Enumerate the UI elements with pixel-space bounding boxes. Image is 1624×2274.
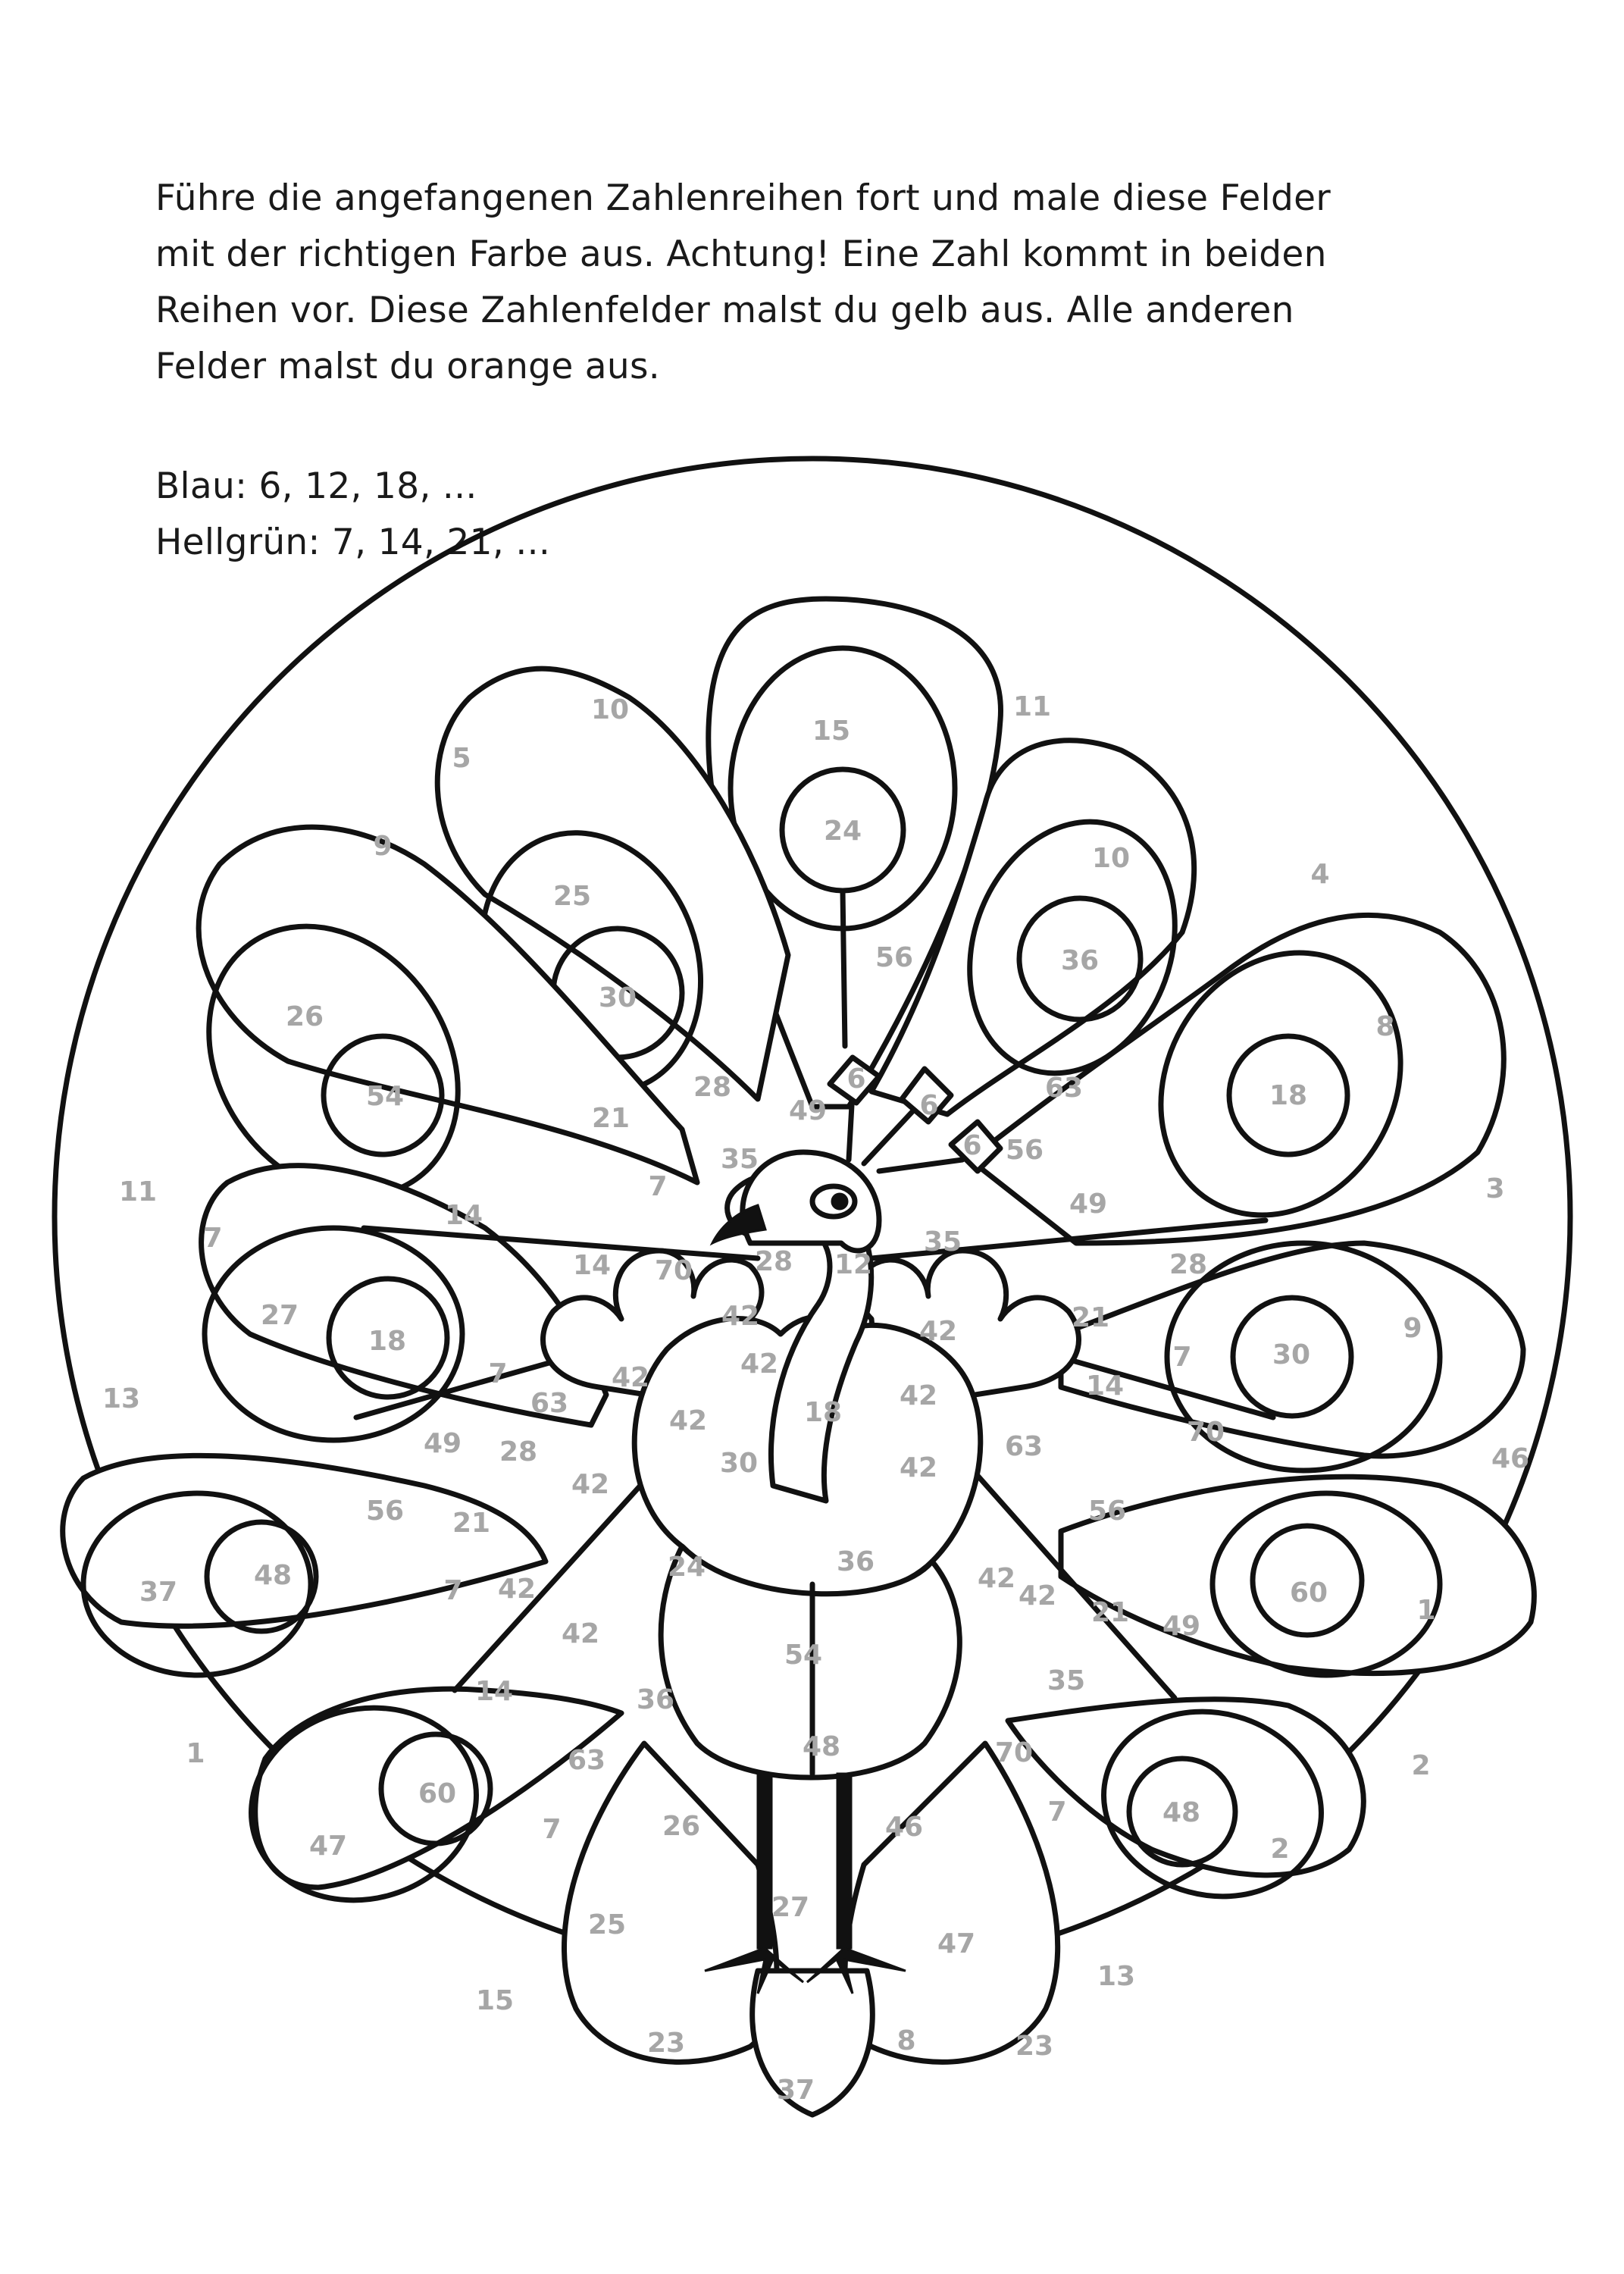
field-number: 36	[1060, 945, 1100, 976]
field-number: 7	[1047, 1796, 1067, 1828]
field-number: 48	[253, 1560, 293, 1591]
leg	[837, 1774, 851, 1948]
field-number: 26	[285, 1001, 324, 1032]
field-number: 60	[418, 1778, 457, 1809]
field-number: 42	[668, 1405, 708, 1436]
feather-shape	[1061, 1477, 1534, 1673]
field-number: 21	[1071, 1302, 1110, 1333]
instructions-line: Felder malst du orange aus.	[155, 346, 660, 387]
field-number: 35	[1047, 1665, 1086, 1696]
field-number: 11	[1012, 691, 1052, 722]
field-number: 49	[1162, 1611, 1201, 1642]
field-number: 63	[1044, 1073, 1084, 1104]
field-number: 36	[836, 1546, 875, 1577]
field-number: 42	[977, 1563, 1016, 1594]
feather-stem	[843, 891, 845, 1046]
field-number: 3	[1485, 1173, 1505, 1204]
field-number: 60	[1289, 1577, 1328, 1608]
field-number: 14	[572, 1250, 612, 1281]
field-number: 6	[919, 1090, 939, 1121]
rule-lightgreen: Hellgrün: 7, 14, 21, ...	[155, 522, 551, 563]
field-number: 26	[662, 1811, 701, 1842]
field-number: 35	[720, 1144, 759, 1175]
field-number: 47	[937, 1928, 976, 1959]
field-number: 37	[776, 2075, 815, 2106]
instructions-line: Reihen vor. Diese Zahlenfelder malst du gelb aus. Alle anderen	[155, 290, 1294, 331]
field-number: 49	[423, 1428, 462, 1459]
tail-lobe	[564, 1743, 777, 2062]
field-number: 27	[771, 1892, 810, 1923]
field-number: 63	[530, 1388, 569, 1419]
field-number: 70	[654, 1255, 693, 1286]
field-number: 21	[452, 1508, 491, 1539]
field-number: 37	[139, 1577, 178, 1608]
field-number: 14	[1085, 1370, 1125, 1402]
field-number: 42	[918, 1316, 958, 1347]
field-number: 42	[899, 1380, 938, 1411]
field-number: 48	[802, 1731, 841, 1762]
field-number: 56	[875, 942, 914, 973]
field-number: 23	[646, 2028, 686, 2059]
field-number: 10	[590, 694, 630, 725]
field-number: 28	[499, 1436, 538, 1467]
leg	[758, 1774, 771, 1948]
pupil	[832, 1194, 847, 1209]
field-number: 30	[598, 982, 637, 1013]
field-number: 6	[962, 1130, 982, 1161]
field-number: 15	[475, 1985, 515, 2016]
field-number: 7	[648, 1171, 668, 1202]
field-number: 30	[719, 1448, 759, 1479]
field-number: 56	[1005, 1135, 1044, 1166]
field-number: 28	[1169, 1249, 1208, 1280]
field-number: 48	[1162, 1797, 1201, 1828]
instructions-line: mit der richtigen Farbe aus. Achtung! Eine Zahl kommt in beiden	[155, 233, 1327, 275]
field-number: 6	[846, 1063, 866, 1095]
field-number: 9	[1403, 1313, 1422, 1344]
field-number: 23	[1015, 2031, 1054, 2062]
field-number: 15	[812, 716, 851, 747]
feather-shape	[202, 1166, 606, 1425]
field-number: 42	[721, 1301, 760, 1332]
field-number: 42	[561, 1618, 600, 1649]
field-number: 11	[118, 1176, 158, 1207]
field-number: 28	[754, 1246, 793, 1277]
field-number: 54	[784, 1640, 823, 1671]
field-number: 4	[1310, 859, 1330, 890]
field-number: 49	[788, 1095, 828, 1126]
crest-stem	[879, 1160, 962, 1171]
field-number: 70	[1186, 1417, 1225, 1448]
field-number: 12	[834, 1249, 873, 1280]
field-number: 30	[1272, 1339, 1311, 1370]
field-number: 7	[488, 1358, 508, 1389]
rule-blue: Blau: 6, 12, 18, ...	[155, 465, 477, 507]
field-number: 47	[308, 1831, 348, 1862]
field-number: 46	[884, 1812, 924, 1843]
field-number: 7	[542, 1814, 562, 1845]
field-number: 21	[1090, 1597, 1130, 1628]
field-number: 2	[1411, 1750, 1431, 1781]
field-number: 1	[1416, 1595, 1436, 1626]
tail-lobe	[845, 1743, 1058, 2062]
crest-stem	[864, 1107, 917, 1164]
field-number: 63	[567, 1745, 606, 1776]
field-number: 42	[899, 1452, 938, 1483]
field-number: 1	[186, 1738, 205, 1769]
field-number: 42	[571, 1469, 610, 1500]
field-number: 13	[1097, 1961, 1136, 1992]
field-number: 14	[474, 1676, 514, 1707]
field-number: 8	[896, 2025, 916, 2056]
field-number: 8	[1375, 1011, 1395, 1042]
field-number: 7	[203, 1223, 223, 1254]
field-number: 28	[693, 1072, 732, 1103]
field-number: 54	[365, 1081, 405, 1112]
field-number: 24	[823, 816, 862, 847]
field-number: 18	[368, 1326, 407, 1357]
field-number: 63	[1004, 1431, 1044, 1462]
field-number: 56	[1087, 1496, 1127, 1527]
field-number: 36	[636, 1684, 675, 1715]
field-number: 9	[373, 831, 393, 862]
field-number: 5	[452, 743, 471, 774]
field-number: 42	[740, 1348, 779, 1380]
field-number: 46	[1491, 1443, 1530, 1474]
field-number: 56	[365, 1496, 405, 1527]
field-number: 7	[443, 1575, 463, 1606]
field-number: 35	[923, 1226, 962, 1258]
field-number: 24	[667, 1552, 706, 1583]
field-number: 18	[803, 1397, 843, 1428]
field-number: 21	[591, 1103, 631, 1134]
field-number: 7	[1172, 1342, 1192, 1373]
field-number: 2	[1270, 1834, 1290, 1865]
field-number: 70	[994, 1737, 1034, 1768]
field-number: 25	[552, 881, 592, 912]
field-number: 42	[1018, 1580, 1057, 1612]
field-number: 25	[587, 1909, 627, 1940]
field-number: 14	[444, 1200, 483, 1231]
field-number: 13	[102, 1383, 141, 1414]
field-number: 42	[611, 1362, 650, 1393]
field-number: 10	[1091, 843, 1131, 874]
field-number: 27	[260, 1300, 299, 1331]
field-number: 49	[1069, 1189, 1108, 1220]
field-number: 18	[1269, 1080, 1308, 1111]
field-number: 42	[497, 1574, 537, 1605]
instructions-line: Führe die angefangenen Zahlenreihen fort und male diese Felder	[155, 177, 1331, 219]
